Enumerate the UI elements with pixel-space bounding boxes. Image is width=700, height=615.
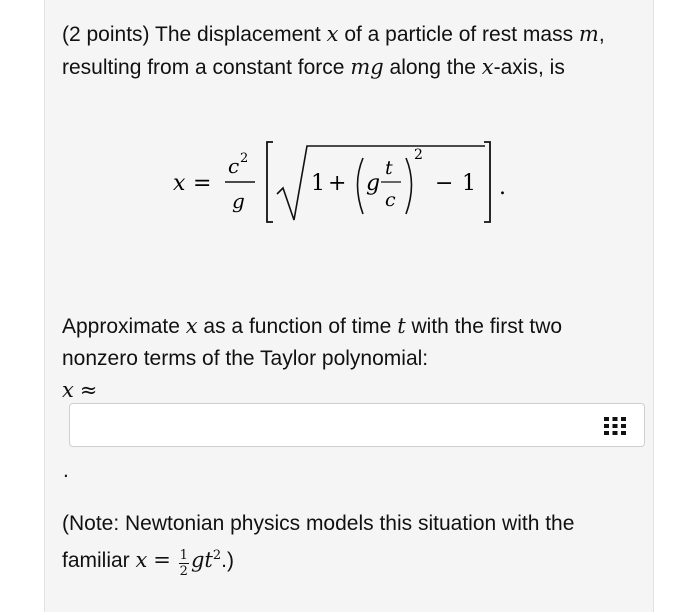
note-text bbox=[62, 508, 647, 578]
statement-text: -axis, bbox=[493, 56, 544, 79]
formula-lhs: x bbox=[173, 171, 186, 196]
displacement-formula bbox=[173, 138, 553, 228]
question-segment: as a function of time bbox=[203, 315, 392, 338]
var-x: x bbox=[135, 548, 148, 572]
formula-one-b: 1 bbox=[462, 171, 476, 196]
var-m: m bbox=[578, 22, 599, 46]
statement-text: , resulting from a constant force bbox=[62, 23, 605, 79]
var-x: x bbox=[326, 22, 339, 46]
formula-minus: − bbox=[435, 171, 454, 196]
var-t: t bbox=[397, 314, 406, 338]
formula-one: 1 bbox=[311, 171, 325, 196]
var-x: x bbox=[481, 55, 494, 79]
formula-exp: 2 bbox=[414, 147, 423, 163]
formula-plus: + bbox=[328, 171, 347, 196]
radical-sign bbox=[277, 146, 485, 220]
trailing-period: . bbox=[63, 459, 69, 482]
statement-text: The displacement bbox=[155, 23, 321, 46]
half-num: 1 bbox=[179, 548, 188, 563]
approx-symbol: ≈ bbox=[79, 378, 98, 402]
question-segment: Approximate bbox=[62, 315, 180, 338]
statement-text: is bbox=[549, 56, 565, 79]
formula-frac-den: g bbox=[232, 189, 245, 213]
left-bracket bbox=[267, 142, 273, 222]
formula-equals: = bbox=[193, 171, 212, 196]
statement-text: of a particle of rest mass bbox=[344, 23, 574, 46]
half-fraction bbox=[179, 549, 189, 578]
formula-g: g bbox=[366, 171, 381, 196]
note-segment: (Note: Newtonian physics models this situation with the familiar bbox=[62, 512, 575, 572]
formula-frac-num: c bbox=[228, 154, 240, 178]
var-gt: gt bbox=[190, 548, 213, 572]
problem-statement bbox=[62, 18, 642, 84]
points-label: (2 points) bbox=[62, 23, 150, 46]
problem-card bbox=[44, 0, 654, 612]
left-paren bbox=[358, 158, 364, 214]
answer-input[interactable] bbox=[69, 403, 645, 447]
statement-text: along the bbox=[389, 56, 476, 79]
matrix-input-button[interactable] bbox=[603, 415, 627, 437]
formula-t: t bbox=[385, 157, 393, 179]
formula-c: c bbox=[385, 189, 396, 211]
note-segment: .) bbox=[221, 549, 234, 572]
formula-frac-num-exp: 2 bbox=[240, 151, 249, 166]
note-equals: = bbox=[153, 548, 171, 572]
var-x: x bbox=[62, 378, 74, 402]
question-segment: with the first two nonzero terms of the Taylor polynomial: bbox=[62, 315, 563, 370]
question-text bbox=[62, 310, 642, 375]
right-paren bbox=[406, 158, 412, 214]
var-mg: mg bbox=[350, 55, 384, 79]
note-exp: 2 bbox=[212, 548, 222, 563]
formula-dot: . bbox=[499, 175, 506, 200]
var-x: x bbox=[185, 314, 198, 338]
grid-icon bbox=[603, 415, 627, 437]
right-bracket bbox=[484, 142, 490, 222]
half-den: 2 bbox=[179, 564, 188, 579]
